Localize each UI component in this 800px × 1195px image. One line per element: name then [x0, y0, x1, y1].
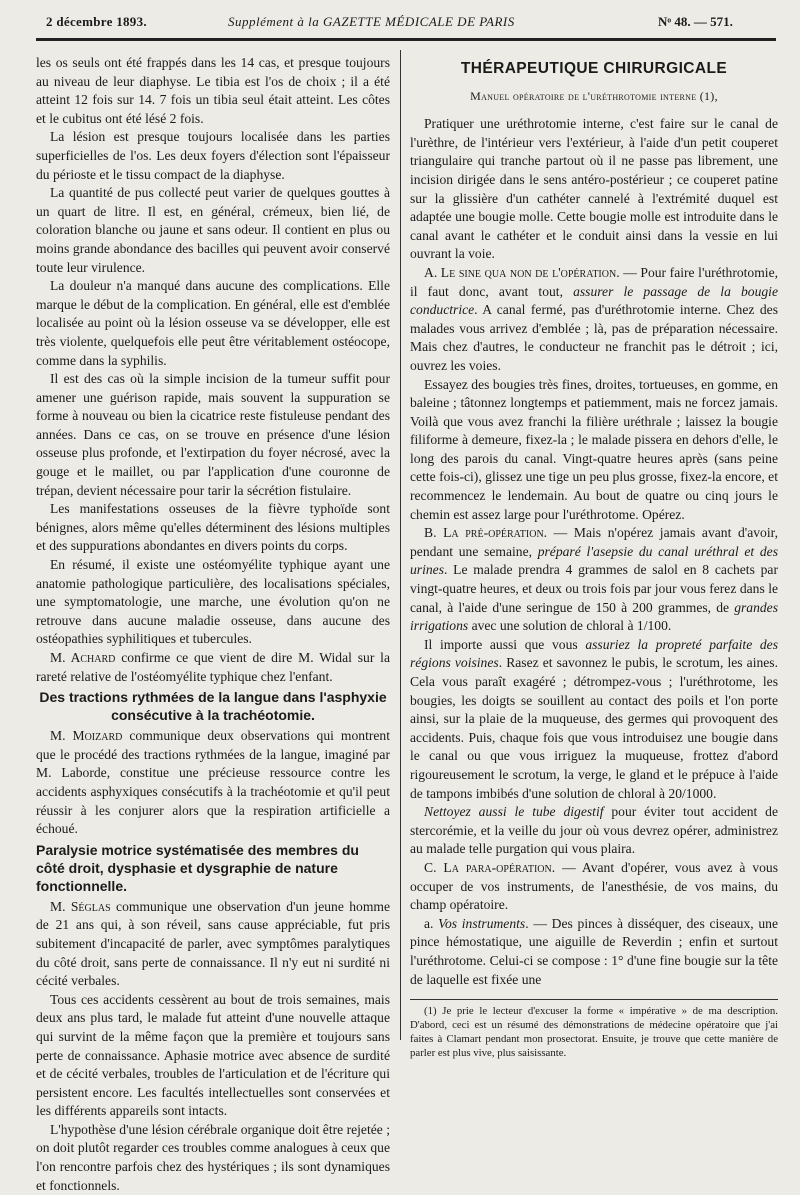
article-title: THÉRAPEUTIQUE CHIRURGICALE — [460, 60, 728, 77]
right-column — [410, 54, 778, 1060]
header-publication: Supplément à la GAZETTE MÉDICALE DE PARIS — [228, 14, 515, 29]
paragraph — [36, 727, 390, 839]
emphasis: grandes irrigations — [410, 599, 778, 634]
paragraph — [36, 649, 390, 686]
paragraph-text: . — Des pinces à disséquer, des ciseaux, une pince hémostatique, une aiguille de Reverdin ; enfin et surtout l'uréthrotome. Celui-ci se compose : 1° d'une fine bougie sur la tête de laquelle est fixée une — [410, 915, 778, 987]
paragraph-text: communique une observation d'un jeune homme de 21 ans qui, à son réveil, sans cause appréciable, fut pris subitement d'incapacité de parler, avec symptômes paralytiques du côté droit, sans perte de connaissance. Il n'y eut ni surdité ni cécité verbales. — [36, 898, 391, 989]
paragraph-text: a. — [424, 915, 439, 931]
section-heading: Paralysie motrice systématisée des membres du côté droit, dysphasie et dysgraphie de nature fonctionnelle. — [36, 841, 359, 894]
paragraph: La douleur n'a manqué dans aucune des complications. Elle marque le début de la complication. En général, elle est d'emblée localisée au point où la lésion osseuse va se développer, elle est très violente, quelquefois elle peut être véritablement ostéocope, comme dans la syphilis. — [36, 278, 390, 368]
footnote-rule — [410, 999, 778, 1000]
footnote: (1) Je prie le lecteur d'excuser la forme « impérative » de ma description. D'abord, ceci est un résumé des démonstrations de médecine opératoire que j'ai faites à Clamart pendant mon prosectorat. Ensuite, je trouve que cette manière de parler est plus vive, plus saisissante. — [410, 1005, 778, 1060]
paragraph — [410, 524, 778, 636]
paragraph — [410, 803, 778, 859]
header-issue-page: Nᵒ 48. — 571. — [658, 14, 733, 29]
paragraph — [410, 859, 778, 915]
paragraph: La lésion est presque toujours localisée dans les parties superficielles de l'os. Les deux foyers d'élection sont l'épaisseur du périoste et le tissu compact de la diaphyse. — [36, 129, 390, 182]
page-header — [0, 0, 800, 36]
emphasis: assurer le passage de la bougie conductrice — [410, 283, 778, 318]
speaker-name: M. Séglas — [50, 898, 111, 914]
header-rule — [36, 38, 776, 41]
paragraph: Les manifestations osseuses de la fièvre typhoïde sont bénignes, alors même qu'elles déterminent des lésions multiples et des suppurations abondantes en divers points du corps. — [36, 501, 390, 554]
paragraph: Il est des cas où la simple incision de la tumeur suffit pour amener une guérison rapide, mais souvent la suppuration se forme à nouveau ou bien la cicatrice reste fistuleuse pendant des années. Dans ce cas, on se trouve en présence d'une lésion osseuse plus profonde, et l'extirpation du foyer nécrosé, avec la gouge et le maillet, ou par l'application d'une couronne de trépan, devient nécessaire pour tarir la sécrétion fistulaire. — [36, 371, 390, 498]
paragraph-text: communique deux observations qui montrent que le procédé des tractions rythmées de la langue, imaginé par M. Laborde, constitue une précieuse ressource contre les accidents asphyxiques consécutifs à la trachéotomie et qu'il peut réussir à les conjurer alors que la respiration artificielle a échoué. — [36, 728, 390, 837]
article-subtitle: Manuel opératoire de l'uréthrotomie interne (1), — [470, 88, 718, 103]
left-column — [36, 54, 390, 1195]
paragraph — [36, 898, 390, 991]
column-divider — [400, 50, 401, 1040]
paragraph: les os seuls ont été frappés dans les 14 cas, et presque toujours au niveau de leur diaphyse. Le tibia est l'os de choix ; il a été atteint 12 fois sur 14. 7 fois un tibia seul était atteint. Les côtes et le cubitus ont été lésé 2 fois. — [36, 55, 390, 126]
paragraph-text: Il importe aussi que vous — [424, 636, 586, 652]
paragraph-text: . Le malade prendra 4 grammes de salol en 8 cachets par vingt-quatre heures, et deux ou trois fois par jour vous ferez dans le canal, à l'aide d'une seringue de 150 à 200 grammes, de — [410, 562, 778, 615]
paragraph-text: . Rasez et savonnez le pubis, le scrotum, les aines. Cela vous paraît exagéré ; détrompez-vous ; l'uréthrotome, les bougies, les doigts se souillent au contact des poils et l'on porte ainsi, sur la plaie de la muqueuse, des germes qui provoquent des accidents. Puis, chaque fois que vous introduisez une bougie dans le canal ou que vous irriguez la muqueuse, frottez d'abord rigoureusement le scrotum, la verge, le gland et le prépuce à l'aide de tampons imbibés d'une solution de chloral à 20/1000. — [410, 655, 778, 801]
header-date: 2 décembre 1893. — [46, 14, 147, 29]
paragraph-text: confirme ce que vient de dire M. Widal sur la rareté relative de l'ostéomyélite typhique chez l'enfant. — [36, 650, 390, 684]
emphasis: Vos instruments — [438, 915, 526, 931]
paragraph: Essayez des bougies très fines, droites, tortueuses, en gomme, en baleine ; tâtonnez longtemps et patiemment, mais ne forcez jamais. Voilà que vous avez franchi la filière uréthrale ; laissez la bougie filiforme à demeure, fixez-la ; le malade pissera en dehors d'elle, le long des parois du canal. Vingt-quatre heures après (sans peine cette fois-ci), glissez une tige un peu plus grosse, fixez-la encore, et recommencez le lendemain. Au bout de quatre ou cinq jours le chemin est assez large pour l'uréthrotome. Opérez. — [410, 376, 778, 522]
paragraph-text: avec une solution de chloral à 1/100. — [468, 618, 672, 634]
paragraph: Tous ces accidents cessèrent au bout de trois semaines, mais deux ans plus tard, le malade fut atteint d'une nouvelle attaque qui survint de la même façon que la première et toujours sans perte de connaissance. Aphasie motrice avec absence de surdité et de cécité verbales, troubles de l'articulation et de l'écriture qui persistent encore. Les facultés intellectuelles sont conservées et les différents appareils sont intacts. — [36, 991, 390, 1119]
paragraph-text: — Mais n'opérez jamais avant d'avoir, pendant une semaine, — [410, 525, 779, 559]
subsection-head: B. La pré-opération. — [424, 525, 548, 541]
paragraph-text: — Avant d'opérer, vous avez à vous occuper de vos instruments, de l'anesthésie, de vos mains, du champ opératoire. — [410, 859, 779, 913]
subsection-head: C. La para-opération. — [424, 859, 556, 875]
paragraph — [410, 636, 778, 803]
emphasis: assuriez la propreté parfaite des régions voisines — [410, 636, 779, 671]
section-heading: Des tractions rythmées de la langue dans l'asphyxie consécutive à la trachéotomie. — [39, 689, 387, 724]
paragraph: En résumé, il existe une ostéomyélite typhique ayant une anatomie pathologique particulière, des localisations spéciales, une symptomatologie, une marche, une évolution qu'on ne retrouve dans aucune maladie osseuse, dans aucune des ostéopathies syphilitiques et tubercules. — [36, 557, 390, 647]
speaker-name: M. Moizard — [50, 728, 123, 744]
paragraph: L'hypothèse d'une lésion cérébrale organique doit être rejetée ; on doit plutôt regarder ces troubles comme analogues à ceux que l'on rencontre parfois chez des hystériques ; ils sont dynamiques et fonctionnels. — [36, 1121, 390, 1193]
paragraph-text: pour éviter tout accident de stercorémie, et la veille du jour où vous devrez opérer, administrez au malade telle purgation qui vous plaira. — [410, 804, 778, 857]
emphasis: Nettoyez aussi le tube digestif — [424, 804, 604, 820]
subsection-head: A. Le sine qua non de l'opération. — [424, 264, 620, 280]
paragraph — [410, 915, 778, 989]
paragraph: La quantité de pus collecté peut varier de quelques gouttes à un quart de litre. Il est, en général, crémeux, bien lié, de coloration blanche ou jaune et sans odeur. Il contient en plus ou moins grande abondance des bacilles qui peuvent avoir conservé toute leur virulence. — [36, 185, 390, 275]
speaker-name: M. Achard — [50, 650, 116, 665]
paragraph-text: — Pour faire l'uréthrotomie, il faut donc, avant tout, — [410, 264, 778, 299]
paragraph-text: . A canal fermé, pas d'uréthrotomie interne. Chez des malades vous arrivez d'emblée ; là, pas de préparation nécessaire. Mais chez d'autres, le conducteur ne franchit pas le détroit ; ici, ouvrez les voies. — [410, 302, 778, 373]
emphasis: préparé l'asepsie du canal uréthral et des urines — [410, 543, 778, 578]
paragraph — [410, 264, 778, 376]
paragraph: Pratiquer une uréthrotomie interne, c'est faire sur le canal de l'urèthre, de l'intérieur vers l'extérieur, à l'aide d'un petit couperet triangulaire qui tranche partout où il ne passe pas librement, une incision dirigée dans le sens antéro-postérieur ; ce couperet patine sur la glissière d'un cathéter cannelé à l'extrémité duquel est adaptée une bougie molle. Cette bougie molle est introduite dans le canal avant le cathéter et le conduit ainsi dans la vessie en lui ouvrant la voie. — [410, 116, 778, 262]
